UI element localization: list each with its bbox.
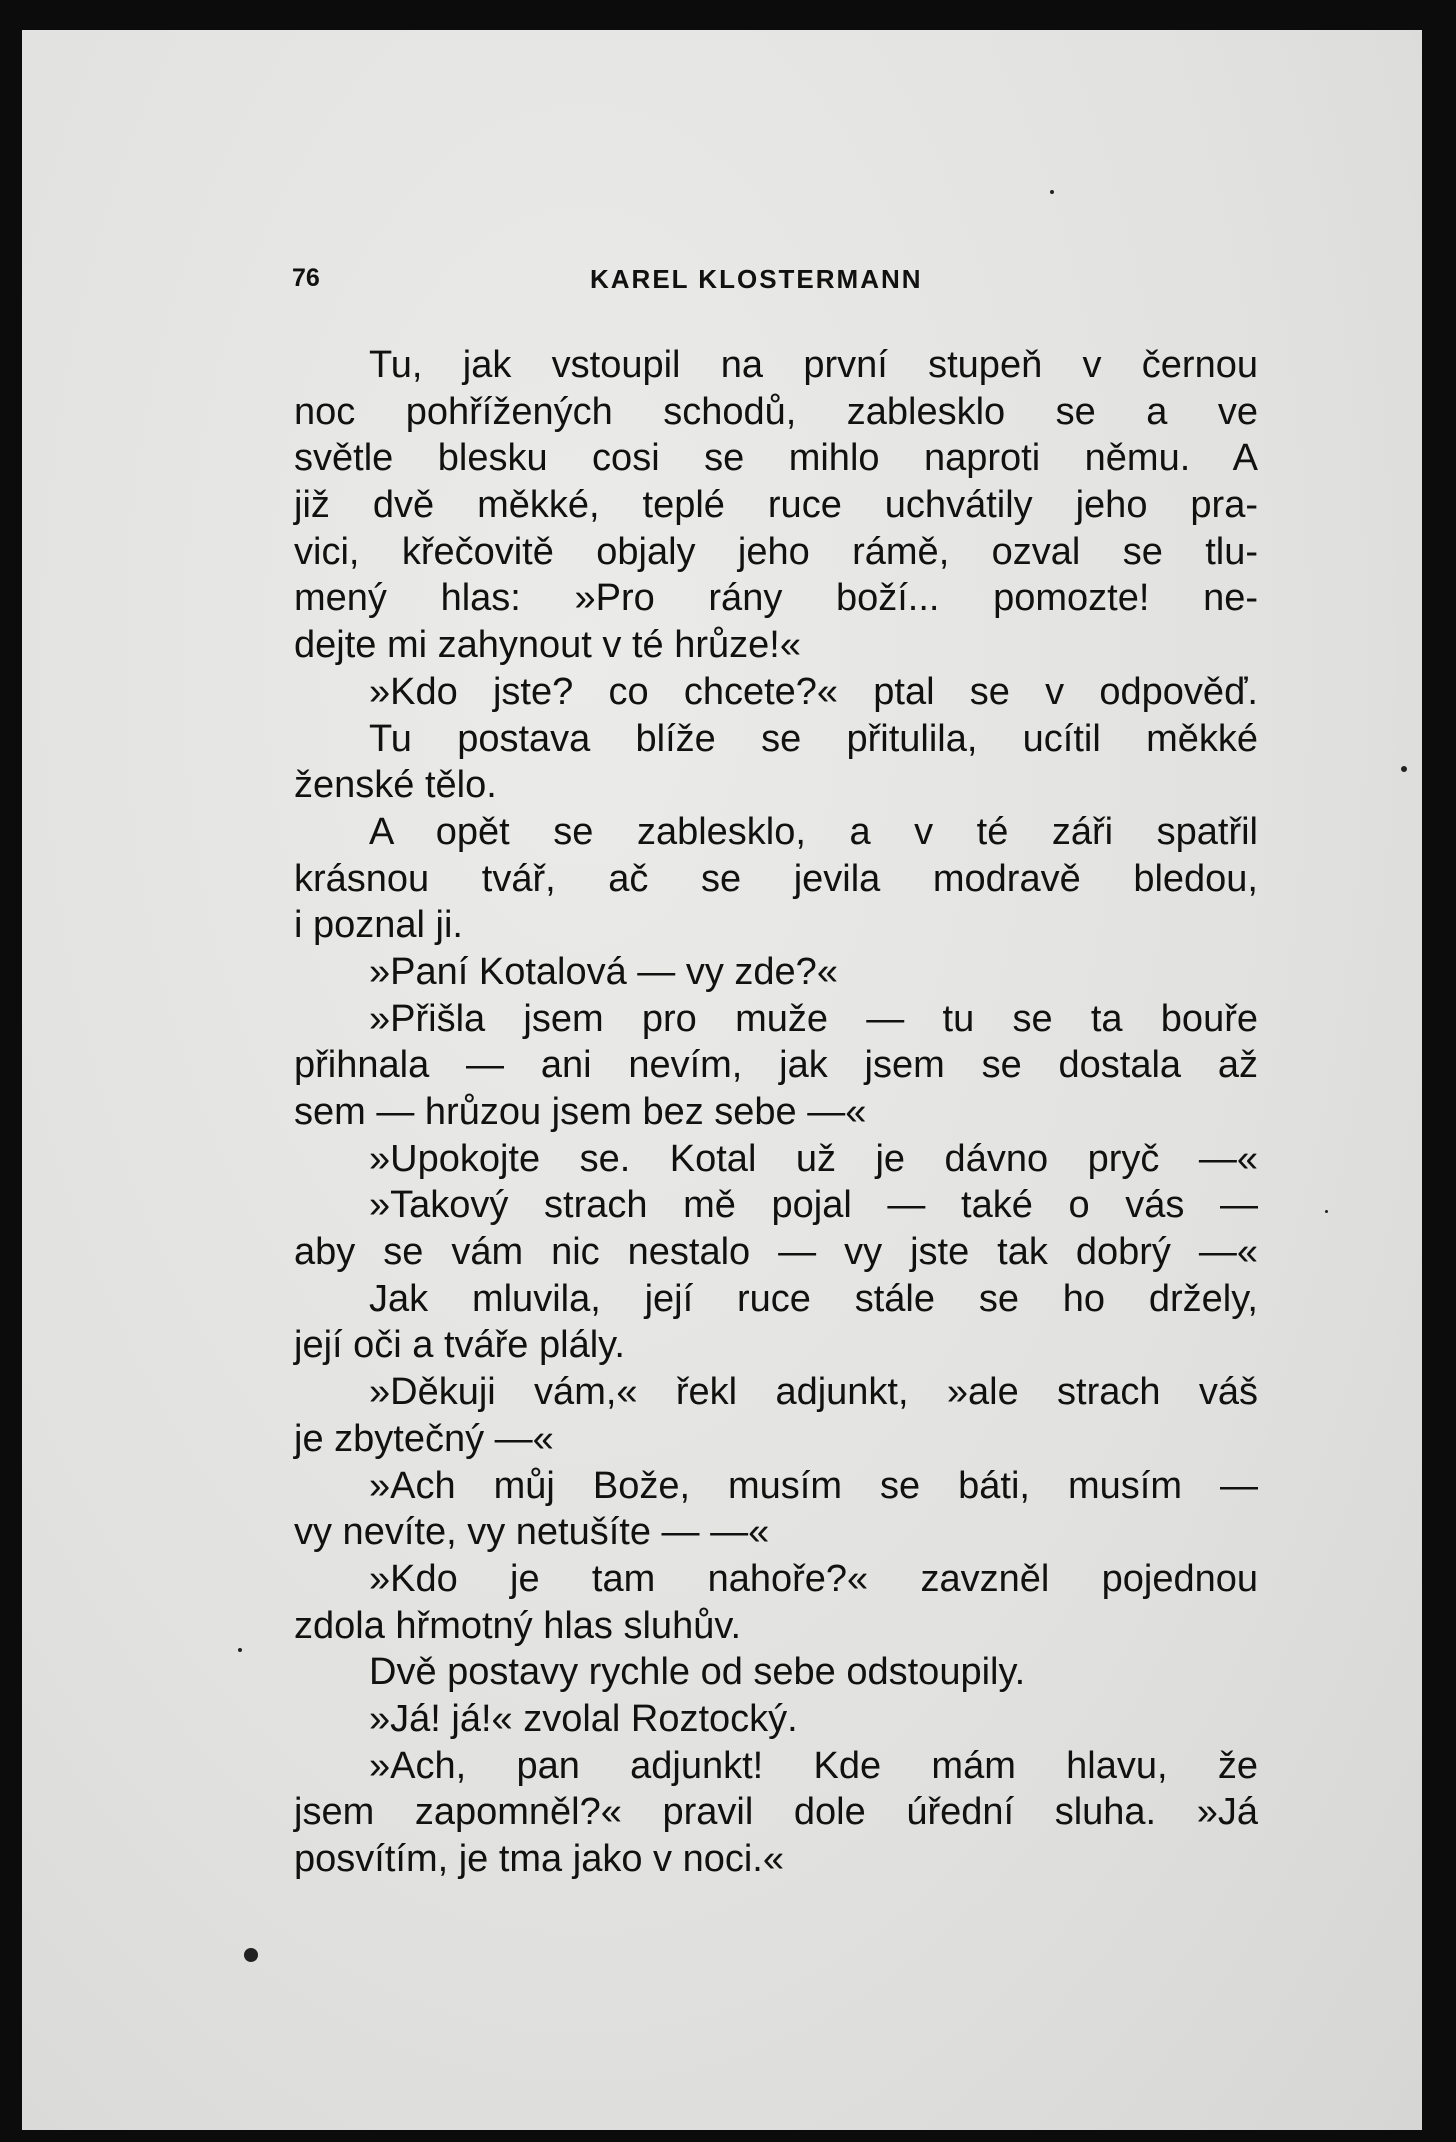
page-number: 76: [292, 264, 320, 292]
text-line: krásnou tvář, ač se jevila modravě bledou,: [294, 857, 1258, 900]
text-line: posvítím, je tma jako v noci.«: [294, 1838, 784, 1880]
text-line: dejte mi zahynout v té hrůze!«: [294, 624, 801, 667]
text-line: přihnala — ani nevím, jak jsem se dostala až: [294, 1044, 1258, 1087]
book-page: [22, 30, 1422, 2130]
text-line: jsem zapomněl?« pravil dole úřední sluha. »Já: [294, 1791, 1258, 1834]
text-line: »Přišla jsem pro muže — tu se ta bouře: [369, 997, 1258, 1040]
text-line: mený hlas: »Pro rány boží... pomozte! ne-: [294, 577, 1258, 620]
text-line: sem — hrůzou jsem bez sebe —«: [294, 1091, 867, 1133]
scan-speck: [1401, 766, 1407, 772]
text-line: její oči a tváře plály.: [294, 1324, 625, 1367]
text-line: je zbytečný —«: [294, 1417, 554, 1460]
text-line: »Takový strach mě pojal — také o vás —: [369, 1184, 1258, 1227]
text-line: »Děkuji vám,« řekl adjunkt, »ale strach váš: [369, 1371, 1258, 1414]
text-line: »Ach, pan adjunkt! Kde mám hlavu, že: [369, 1744, 1258, 1787]
text-line: již dvě měkké, teplé ruce uchvátily jeho pra-: [294, 484, 1258, 527]
scan-speck: [244, 1948, 258, 1962]
scan-speck: [1325, 1210, 1328, 1213]
text-line: Dvě postavy rychle od sebe odstoupily.: [369, 1651, 1026, 1694]
text-line: Tu, jak vstoupil na první stupeň v černou: [369, 344, 1258, 386]
text-line: Jak mluvila, její ruce stále se ho držely,: [369, 1277, 1258, 1320]
text-line: zdola hřmotný hlas sluhův.: [294, 1604, 742, 1647]
text-line: »Já! já!« zvolal Roztocký.: [369, 1697, 798, 1740]
text-line: noc pohřížených schodů, zablesklo se a ve: [294, 390, 1258, 433]
text-line: »Kdo je tam nahoře?« zavzněl pojednou: [369, 1557, 1258, 1600]
text-line: Tu postava blíže se přitulila, ucítil měkké: [369, 717, 1258, 760]
running-head: KAREL KLOSTERMANN: [590, 264, 923, 294]
text-line: »Ach můj Bože, musím se báti, musím —: [369, 1464, 1258, 1507]
text-line: vici, křečovitě objaly jeho rámě, ozval se tlu-: [294, 530, 1258, 573]
text-line: »Kdo jste? co chcete?« ptal se v odpověď.: [369, 670, 1258, 713]
text-line: vy nevíte, vy netušíte — —«: [294, 1511, 770, 1554]
text-line: »Paní Kotalová — vy zde?«: [369, 950, 838, 993]
text-line: světle blesku cosi se mihlo naproti němu. A: [294, 437, 1258, 480]
text-line: ženské tělo.: [294, 764, 497, 807]
text-line: A opět se zablesklo, a v té záři spatřil: [369, 810, 1258, 853]
text-line: »Upokojte se. Kotal už je dávno pryč —«: [369, 1137, 1258, 1180]
scan-speck: [238, 1648, 242, 1652]
text-line: i poznal ji.: [294, 904, 463, 947]
scan-speck: [1050, 190, 1054, 194]
text-line: aby se vám nic nestalo — vy jste tak dobrý —«: [294, 1231, 1258, 1274]
body-text: [294, 342, 1258, 1883]
page-header: [292, 264, 972, 298]
